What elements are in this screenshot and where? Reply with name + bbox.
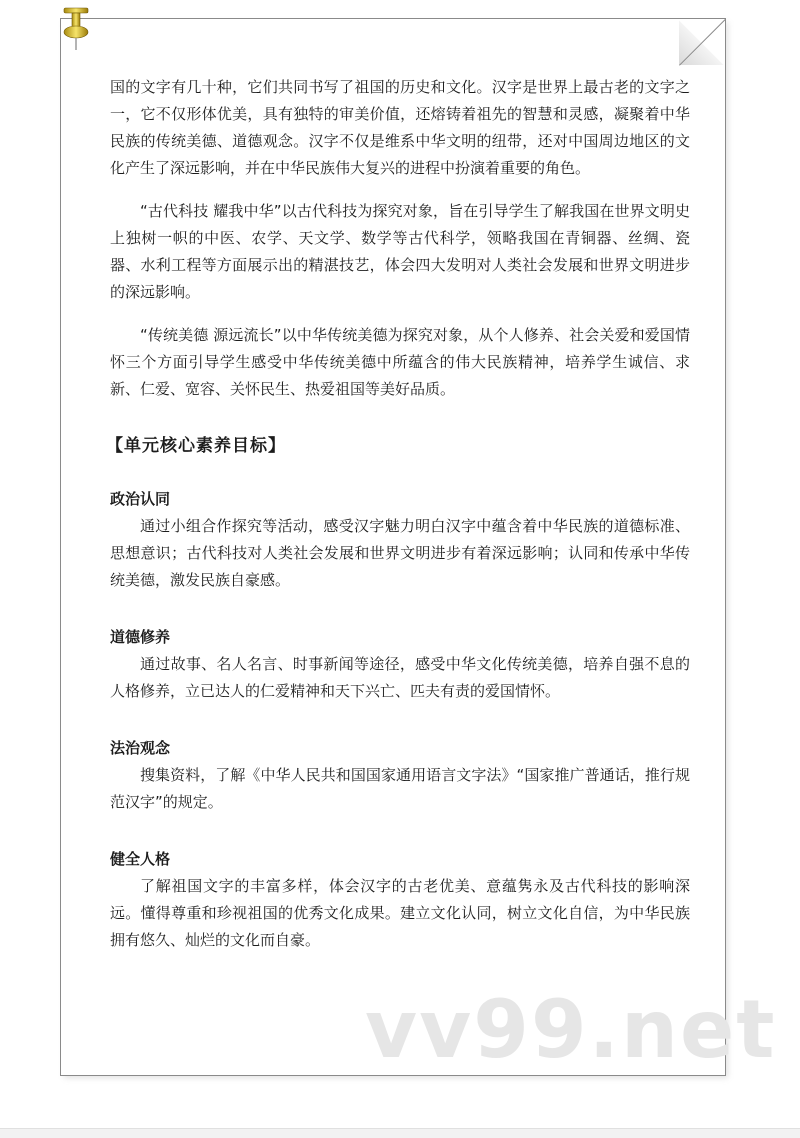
watermark: vv99.net xyxy=(365,983,777,1076)
section-title: 健全人格 xyxy=(110,850,171,868)
core-goals-heading: 【单元核心素养目标】 xyxy=(106,436,286,456)
section-sound-personality xyxy=(110,846,690,954)
document-body xyxy=(106,74,690,984)
section-title: 道德修养 xyxy=(110,628,171,646)
section-political-identity xyxy=(110,486,690,594)
virtue-paragraph: “传统美德 源远流长”以中华传统美德为探究对象，从个人修养、社会关爱和爱国情怀三个方面引导学生感受中华传统美德中所蕴含的伟大民族精神，培养学生诚信、求新、仁爱、宽容、关怀民生、热爱祖国等美好品质。 xyxy=(110,326,690,398)
section-body: 通过小组合作探究等活动，感受汉字魅力明白汉字中蕴含着中华民族的道德标准、思想意识；古代科技对人类社会发展和世界文明进步有着深远影响；认同和传承中华传统美德，激发民族自豪感。 xyxy=(110,517,690,589)
pushpin-icon xyxy=(62,4,90,54)
section-title: 政治认同 xyxy=(110,490,171,508)
section-rule-of-law xyxy=(110,735,690,816)
section-moral-cultivation xyxy=(110,624,690,705)
section-body: 通过故事、名人名言、时事新闻等途径，感受中华文化传统美德，培养自强不息的人格修养，立已达人的仁爱精神和天下兴亡、匹夫有责的爱国情怀。 xyxy=(110,655,690,700)
section-body: 了解祖国文字的丰富多样，体会汉字的古老优美、意蕴隽永及古代科技的影响深远。懂得尊重和珍视祖国的优秀文化成果。建立文化认同，树立文化自信，为中华民族拥有悠久、灿烂的文化而自豪。 xyxy=(110,877,690,949)
section-body: 搜集资料，了解《中华人民共和国国家通用语言文字法》“国家推广普通话，推行规范汉字”的规定。 xyxy=(110,766,690,811)
section-title: 法治观念 xyxy=(110,739,171,757)
science-paragraph: “古代科技 耀我中华”以古代科技为探究对象，旨在引导学生了解我国在世界文明史上独树一帜的中医、农学、天文学、数学等古代科学，领略我国在青铜器、丝绸、瓷器、水利工程等方面展示出的精湛技艺，体会四大发明对人类社会发展和世界文明进步的深远影响。 xyxy=(110,202,690,301)
intro-paragraph: 国的文字有几十种，它们共同书写了祖国的历史和文化。汉字是世界上最古老的文字之一，它不仅形体优美，具有独特的审美价值，还熔铸着祖先的智慧和灵感，凝聚着中华民族的传统美德、道德观念。汉字不仅是维系中华文明的纽带，还对中国周边地区的文化产生了深远影响，并在中华民族伟大复兴的进程中扮演着重要的角色。 xyxy=(110,78,690,177)
